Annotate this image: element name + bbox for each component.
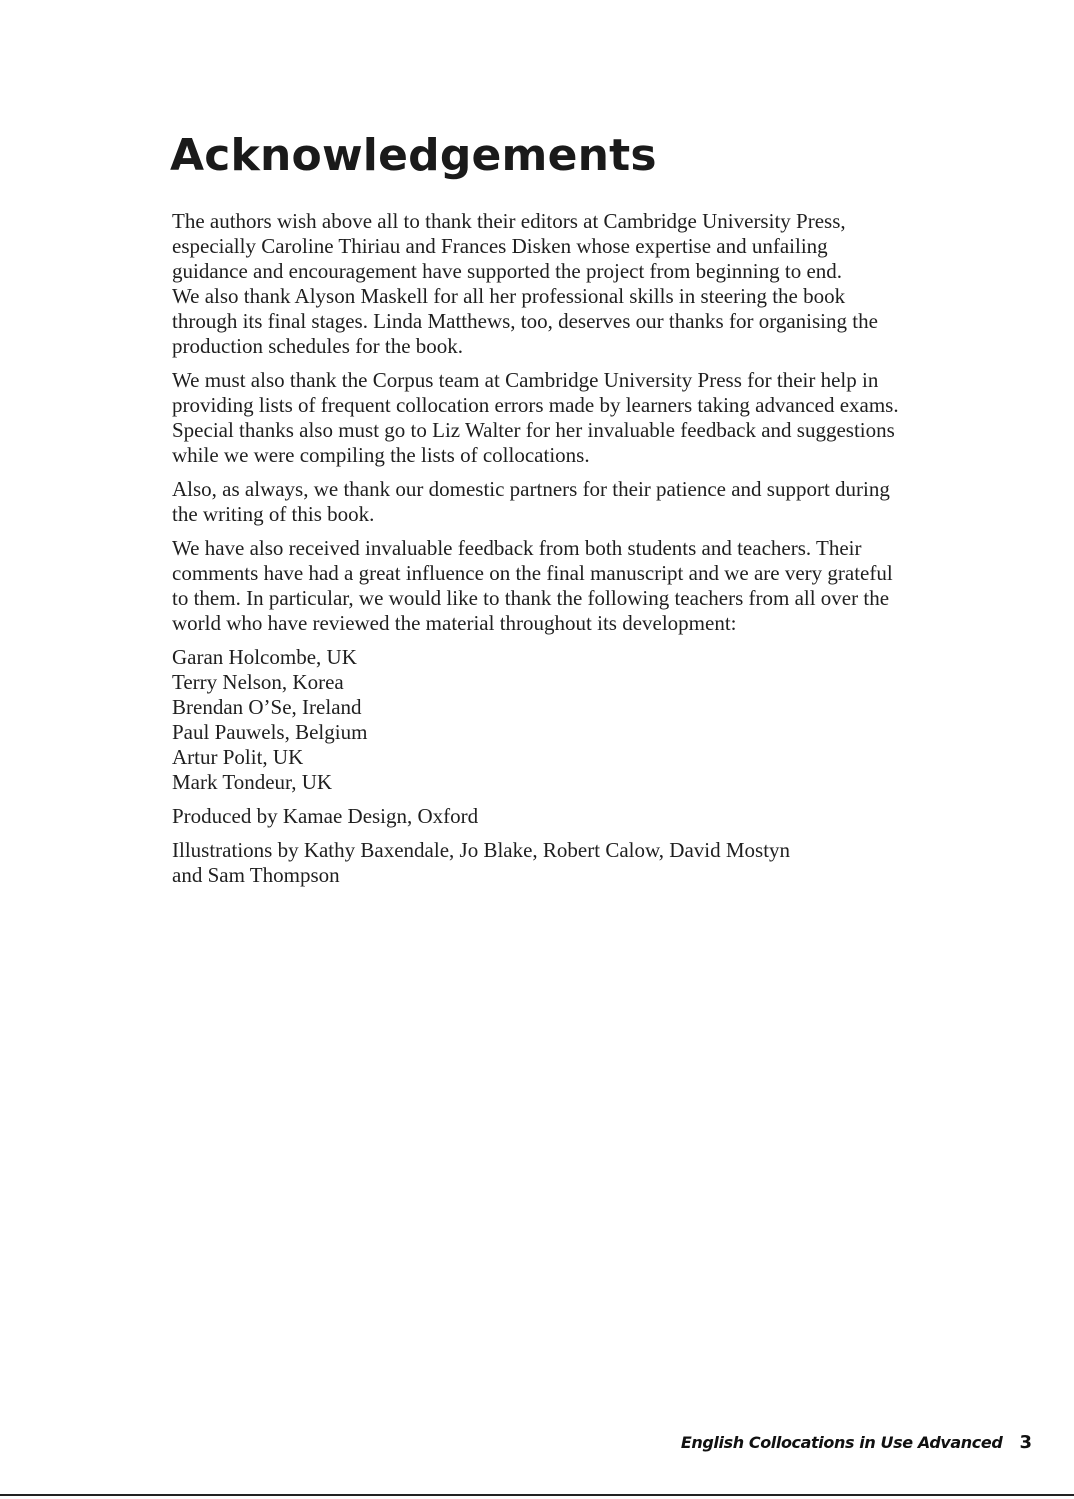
text-line: The authors wish above all to thank their editors at Cambridge University Press, [172, 209, 846, 233]
paragraph-feedback [172, 536, 972, 636]
illustrations-credit [172, 838, 972, 888]
list-item: Mark Tondeur, UK [172, 770, 333, 794]
body-text [172, 209, 972, 897]
text-line: Produced by Kamae Design, Oxford [172, 804, 479, 828]
paragraph-corpus-team [172, 368, 972, 468]
list-item: Garan Holcombe, UK [172, 645, 357, 669]
paragraph-partners [172, 477, 972, 527]
text-line: Special thanks also must go to Liz Walter for her invaluable feedback and suggestions [172, 418, 895, 442]
produced-by-credit [172, 804, 972, 829]
text-line: world who have reviewed the material throughout its development: [172, 611, 737, 635]
text-line: guidance and encouragement have supported the project from beginning to end. [172, 259, 843, 283]
text-line: We also thank Alyson Maskell for all her professional skills in steering the book [172, 284, 846, 308]
page-footer [681, 1432, 1032, 1453]
running-footer-title: English Collocations in Use Advanced [680, 1433, 1003, 1452]
list-item: Brendan O’Se, Ireland [172, 695, 362, 719]
list-item: Paul Pauwels, Belgium [172, 720, 368, 744]
text-line: comments have had a great influence on the final manuscript and we are very grateful [172, 561, 893, 585]
list-item: Terry Nelson, Korea [172, 670, 344, 694]
paragraph-editors-thanks [172, 209, 972, 359]
page-number: 3 [1019, 1432, 1032, 1453]
text-line: and Sam Thompson [172, 863, 340, 887]
text-line: while we were compiling the lists of collocations. [172, 443, 590, 467]
text-line: especially Caroline Thiriau and Frances Disken whose expertise and unfailing [172, 234, 828, 258]
text-line: Also, as always, we thank our domestic partners for their patience and support during [172, 477, 890, 501]
text-line: Illustrations by Kathy Baxendale, Jo Blake, Robert Calow, David Mostyn [172, 838, 791, 862]
reviewer-list [172, 645, 972, 795]
text-line: the writing of this book. [172, 502, 375, 526]
text-line: through its final stages. Linda Matthews, too, deserves our thanks for organising the [172, 309, 878, 333]
text-line: production schedules for the book. [172, 334, 464, 358]
list-item: Artur Polit, UK [172, 745, 304, 769]
text-line: We must also thank the Corpus team at Cambridge University Press for their help in [172, 368, 879, 392]
text-line: We have also received invaluable feedback from both students and teachers. Their [172, 536, 862, 560]
page-title: Acknowledgements [170, 130, 657, 181]
text-line: providing lists of frequent collocation errors made by learners taking advanced exams. [172, 393, 899, 417]
text-line: to them. In particular, we would like to thank the following teachers from all over the [172, 586, 890, 610]
page-bottom-divider [0, 1494, 1074, 1496]
